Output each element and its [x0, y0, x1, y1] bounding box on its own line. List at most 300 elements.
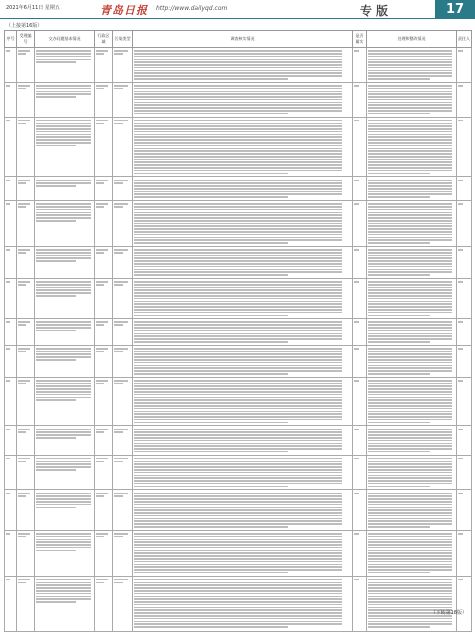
- text-line: [114, 495, 123, 497]
- text-line: [134, 399, 342, 401]
- text-line: [134, 321, 342, 323]
- text-line: [36, 209, 91, 211]
- text-lines: [36, 348, 93, 361]
- text-line: [96, 53, 104, 55]
- text-line: [134, 483, 342, 485]
- text-line: [368, 59, 452, 61]
- case-no-cell: [17, 319, 35, 345]
- text-line: [368, 596, 452, 598]
- text-line: [36, 128, 91, 130]
- text-line: [368, 107, 452, 109]
- district-cell: [95, 377, 113, 426]
- district-cell: [95, 576, 113, 631]
- text-line: [134, 348, 342, 350]
- text-lines: [134, 203, 351, 244]
- text-line: [18, 281, 30, 283]
- text-lines: [458, 120, 470, 122]
- text-line: [36, 434, 91, 436]
- text-line: [368, 180, 452, 182]
- text-line: [134, 362, 342, 364]
- text-lines: [114, 249, 131, 253]
- text-lines: [458, 458, 470, 460]
- text-line: [134, 623, 342, 625]
- text-line: [354, 180, 359, 182]
- text-line: [134, 196, 288, 198]
- text-line: [36, 493, 91, 495]
- text-line: [368, 451, 430, 453]
- text-line: [134, 486, 288, 488]
- text-line: [6, 533, 10, 535]
- text-line: [134, 56, 342, 58]
- text-line: [18, 249, 30, 251]
- text-line: [354, 321, 359, 323]
- text-line: [368, 405, 452, 407]
- text-line: [36, 584, 91, 586]
- pollution-type-cell: [113, 490, 133, 530]
- text-line: [6, 180, 10, 182]
- text-line: [134, 298, 342, 300]
- text-line: [36, 321, 91, 323]
- investigation-cell: [133, 455, 353, 490]
- table-row: [5, 377, 472, 426]
- text-line: [36, 397, 91, 399]
- col-header-verified: 是否属实: [353, 31, 367, 48]
- text-line: [134, 612, 342, 614]
- text-line: [36, 91, 91, 93]
- text-line: [368, 312, 452, 314]
- text-line: [368, 315, 430, 317]
- text-line: [368, 416, 452, 418]
- text-line: [114, 582, 123, 584]
- text-line: [96, 536, 104, 538]
- section-title: 专版: [360, 4, 393, 18]
- text-line: [368, 324, 452, 326]
- text-line: [36, 536, 91, 538]
- text-line: [134, 266, 342, 268]
- text-line: [134, 434, 342, 436]
- index-cell: [5, 455, 17, 490]
- issue-cell: [35, 246, 95, 278]
- text-line: [36, 284, 91, 286]
- text-line: [368, 341, 430, 343]
- issue-cell: [35, 530, 95, 576]
- text-line: [134, 242, 288, 244]
- text-line: [368, 507, 452, 509]
- text-line: [134, 437, 342, 439]
- district-cell: [95, 117, 113, 177]
- table-row: [5, 201, 472, 247]
- pollution-type-cell: [113, 201, 133, 247]
- text-line: [36, 501, 91, 503]
- text-line: [134, 231, 342, 233]
- responsible-cell: [457, 48, 472, 83]
- text-line: [134, 397, 342, 399]
- col-header-case-no: 受理编号: [17, 31, 35, 48]
- investigation-cell: [133, 345, 353, 377]
- case-no-cell: [17, 426, 35, 455]
- text-line: [134, 512, 342, 514]
- text-lines: [96, 380, 111, 384]
- text-line: [134, 626, 288, 628]
- index-cell: [5, 319, 17, 345]
- text-line: [368, 626, 430, 628]
- case-no-cell: [17, 377, 35, 426]
- text-line: [368, 145, 452, 147]
- text-line: [134, 566, 342, 568]
- text-line: [36, 217, 91, 219]
- text-lines: [368, 493, 455, 528]
- text-lines: [368, 120, 455, 174]
- text-line: [458, 50, 463, 52]
- investigation-cell: [133, 246, 353, 278]
- text-line: [36, 134, 91, 136]
- text-lines: [458, 249, 470, 251]
- text-lines: [96, 493, 111, 497]
- issue-cell: [35, 345, 95, 377]
- text-lines: [18, 120, 33, 124]
- table-row: [5, 177, 472, 201]
- text-line: [134, 104, 342, 106]
- table-row: [5, 576, 472, 631]
- investigation-cell: [133, 201, 353, 247]
- text-line: [134, 445, 342, 447]
- text-line: [368, 501, 452, 503]
- text-line: [368, 263, 452, 265]
- text-lines: [96, 458, 111, 462]
- text-line: [114, 461, 123, 463]
- case-no-cell: [17, 82, 35, 117]
- text-line: [368, 373, 430, 375]
- text-line: [368, 231, 452, 233]
- text-line: [354, 85, 359, 87]
- text-lines: [354, 249, 365, 251]
- text-line: [368, 167, 452, 169]
- text-line: [96, 493, 108, 495]
- text-line: [36, 185, 76, 187]
- text-lines: [96, 281, 111, 285]
- text-lines: [134, 281, 351, 316]
- text-line: [96, 348, 108, 350]
- text-line: [6, 203, 10, 205]
- handling-cell: [367, 455, 457, 490]
- website-url[interactable]: http://www.dailyqd.com: [156, 5, 228, 12]
- text-line: [114, 123, 123, 125]
- text-line: [134, 359, 342, 361]
- text-line: [18, 321, 30, 323]
- text-line: [134, 587, 342, 589]
- text-line: [368, 161, 452, 163]
- text-line: [368, 309, 452, 311]
- text-line: [36, 330, 76, 332]
- text-line: [134, 440, 342, 442]
- text-line: [134, 134, 342, 136]
- text-line: [134, 475, 342, 477]
- handling-cell: [367, 48, 457, 83]
- text-line: [134, 164, 342, 166]
- text-line: [96, 123, 104, 125]
- verified-cell: [353, 177, 367, 201]
- responsible-cell: [457, 278, 472, 318]
- table-header-row: [5, 31, 472, 48]
- text-line: [36, 351, 91, 353]
- text-lines: [458, 493, 470, 495]
- text-lines: [96, 321, 111, 325]
- text-line: [368, 564, 452, 566]
- text-line: [368, 555, 452, 557]
- text-lines: [36, 380, 93, 401]
- text-lines: [354, 458, 365, 460]
- pollution-type-cell: [113, 377, 133, 426]
- text-line: [134, 621, 342, 623]
- text-line: [36, 324, 91, 326]
- text-line: [114, 431, 123, 433]
- text-line: [368, 214, 452, 216]
- responsible-cell: [457, 177, 472, 201]
- text-line: [96, 180, 108, 182]
- text-line: [114, 348, 128, 350]
- text-line: [368, 623, 452, 625]
- handling-cell: [367, 177, 457, 201]
- text-line: [114, 351, 123, 353]
- header-rule: [0, 18, 475, 19]
- text-line: [36, 123, 91, 125]
- text-lines: [368, 429, 455, 453]
- text-lines: [36, 493, 93, 509]
- text-line: [134, 102, 342, 104]
- handling-cell: [367, 490, 457, 530]
- text-lines: [368, 321, 455, 342]
- text-lines: [114, 120, 131, 124]
- text-line: [368, 408, 452, 410]
- text-line: [134, 125, 342, 127]
- text-line: [134, 356, 342, 358]
- text-line: [114, 429, 128, 431]
- text-line: [134, 351, 342, 353]
- text-line: [6, 429, 10, 431]
- text-line: [354, 50, 359, 52]
- text-line: [114, 383, 123, 385]
- text-line: [36, 260, 76, 262]
- text-line: [96, 182, 104, 184]
- text-line: [114, 321, 128, 323]
- text-line: [6, 579, 10, 581]
- text-line: [134, 353, 342, 355]
- text-line: [114, 120, 128, 122]
- text-line: [134, 327, 342, 329]
- text-line: [458, 203, 463, 205]
- text-lines: [114, 458, 131, 462]
- text-line: [368, 518, 452, 520]
- text-lines: [114, 348, 131, 352]
- text-line: [36, 120, 91, 122]
- text-line: [134, 466, 342, 468]
- text-lines: [6, 281, 15, 283]
- col-header-responsible: 责任人: [457, 31, 472, 48]
- handling-cell: [367, 278, 457, 318]
- text-line: [368, 579, 452, 581]
- issue-cell: [35, 455, 95, 490]
- col-header-index: 序号: [5, 31, 17, 48]
- text-line: [134, 451, 288, 453]
- text-line: [36, 214, 91, 216]
- text-line: [114, 579, 128, 581]
- col-header-investigation: 调查核实情况: [133, 31, 353, 48]
- responsible-cell: [457, 530, 472, 576]
- text-line: [134, 59, 342, 61]
- text-line: [368, 295, 452, 297]
- text-line: [368, 469, 452, 471]
- text-line: [134, 93, 342, 95]
- text-line: [6, 348, 10, 350]
- text-line: [368, 182, 452, 184]
- col-header-district: 行政区域: [95, 31, 113, 48]
- text-line: [368, 234, 452, 236]
- complaint-table: [4, 30, 472, 632]
- text-lines: [114, 429, 131, 433]
- text-lines: [354, 85, 365, 87]
- text-lines: [354, 203, 365, 205]
- case-no-cell: [17, 278, 35, 318]
- text-line: [134, 596, 342, 598]
- text-line: [368, 91, 452, 93]
- text-lines: [6, 50, 15, 52]
- text-line: [368, 385, 452, 387]
- text-line: [368, 483, 452, 485]
- text-line: [368, 391, 452, 393]
- pollution-type-cell: [113, 48, 133, 83]
- text-line: [36, 601, 76, 603]
- text-line: [368, 188, 452, 190]
- text-line: [134, 191, 342, 193]
- text-lines: [354, 493, 365, 495]
- text-line: [134, 373, 288, 375]
- text-line: [36, 203, 91, 205]
- text-line: [134, 271, 342, 273]
- text-lines: [134, 50, 351, 79]
- investigation-cell: [133, 576, 353, 631]
- text-line: [368, 88, 452, 90]
- text-line: [6, 249, 10, 251]
- text-line: [368, 266, 452, 268]
- table-row: [5, 117, 472, 177]
- text-line: [36, 533, 91, 535]
- text-line: [6, 281, 10, 283]
- table-body: [5, 48, 472, 632]
- text-line: [134, 182, 342, 184]
- text-line: [368, 472, 452, 474]
- handling-cell: [367, 117, 457, 177]
- text-lines: [6, 203, 15, 205]
- text-line: [134, 509, 342, 511]
- text-line: [6, 85, 10, 87]
- text-line: [134, 67, 342, 69]
- text-line: [458, 321, 463, 323]
- text-lines: [114, 281, 131, 285]
- text-lines: [368, 180, 455, 198]
- text-line: [368, 85, 452, 87]
- text-lines: [134, 180, 351, 198]
- text-line: [368, 493, 452, 495]
- text-line: [36, 587, 91, 589]
- text-line: [134, 257, 342, 259]
- text-line: [368, 223, 452, 225]
- text-lines: [368, 249, 455, 276]
- text-line: [134, 555, 342, 557]
- district-cell: [95, 246, 113, 278]
- text-line: [134, 193, 342, 195]
- issue-cell: [35, 490, 95, 530]
- text-line: [368, 533, 452, 535]
- table-row: [5, 48, 472, 83]
- text-line: [368, 298, 452, 300]
- text-line: [134, 75, 342, 77]
- text-line: [36, 579, 91, 581]
- text-line: [368, 383, 452, 385]
- text-line: [134, 405, 342, 407]
- text-line: [134, 590, 342, 592]
- text-line: [368, 50, 452, 52]
- text-lines: [114, 579, 131, 583]
- issue-cell: [35, 177, 95, 201]
- text-line: [134, 214, 342, 216]
- text-lines: [96, 85, 111, 89]
- text-line: [96, 321, 108, 323]
- text-line: [134, 249, 342, 251]
- text-line: [354, 249, 359, 251]
- text-line: [18, 284, 26, 286]
- text-line: [36, 136, 91, 138]
- text-line: [134, 61, 342, 63]
- text-line: [134, 367, 342, 369]
- issue-cell: [35, 82, 95, 117]
- district-cell: [95, 48, 113, 83]
- responsible-cell: [457, 319, 472, 345]
- verified-cell: [353, 530, 367, 576]
- text-line: [114, 284, 123, 286]
- text-line: [368, 477, 452, 479]
- issue-cell: [35, 278, 95, 318]
- text-line: [36, 385, 91, 387]
- text-line: [368, 338, 452, 340]
- text-line: [134, 284, 342, 286]
- text-line: [96, 461, 104, 463]
- text-line: [368, 411, 452, 413]
- text-line: [134, 159, 342, 161]
- text-line: [368, 255, 452, 257]
- text-line: [36, 380, 91, 382]
- col-header-handling: 处理和整改情况: [367, 31, 457, 48]
- pollution-type-cell: [113, 345, 133, 377]
- text-line: [134, 212, 342, 214]
- index-cell: [5, 177, 17, 201]
- text-line: [18, 493, 30, 495]
- text-line: [36, 327, 91, 329]
- issue-cell: [35, 576, 95, 631]
- text-line: [134, 341, 288, 343]
- text-line: [134, 541, 342, 543]
- responsible-cell: [457, 490, 472, 530]
- text-lines: [134, 321, 351, 342]
- text-line: [368, 572, 430, 574]
- text-line: [368, 64, 452, 66]
- text-line: [458, 85, 463, 87]
- text-line: [134, 234, 342, 236]
- text-line: [354, 533, 359, 535]
- text-lines: [6, 429, 15, 431]
- text-lines: [134, 348, 351, 375]
- text-line: [368, 440, 452, 442]
- index-cell: [5, 246, 17, 278]
